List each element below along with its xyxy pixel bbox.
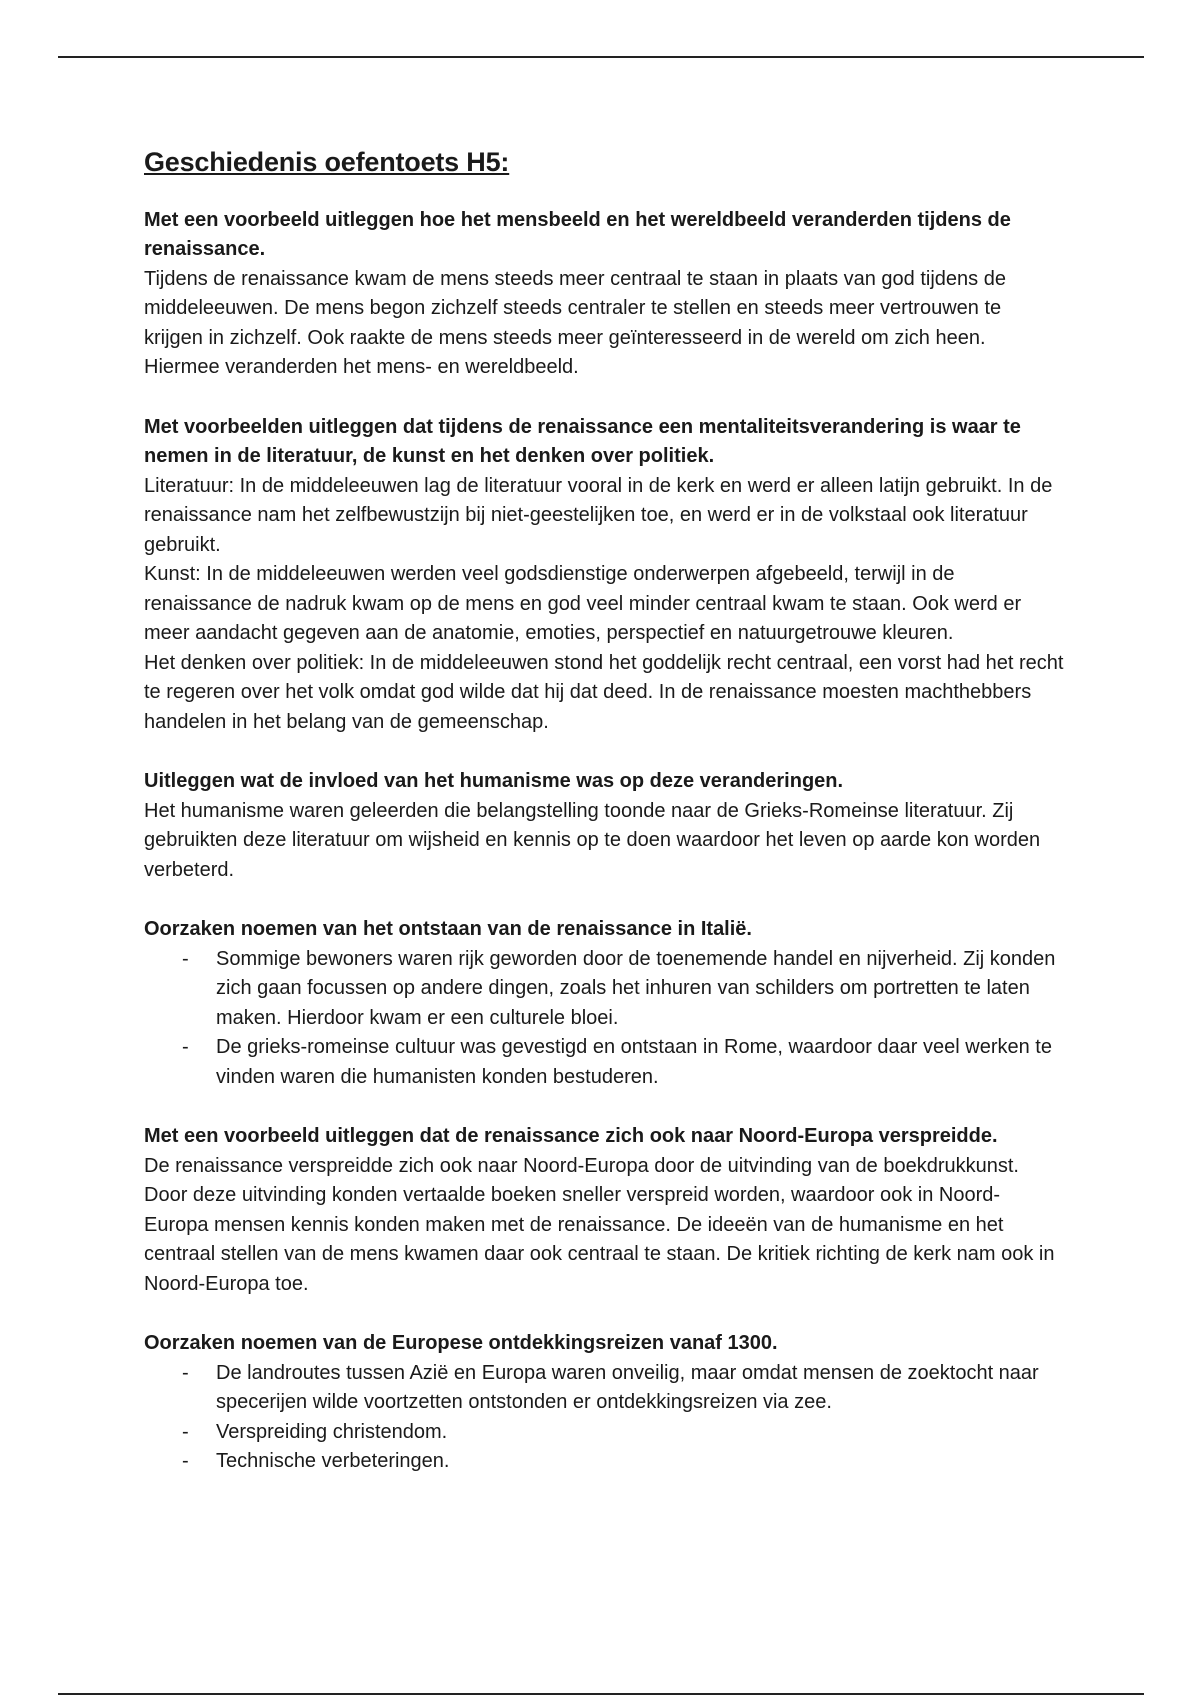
- list-item: [144, 945, 1064, 1034]
- section-answer-politiek: Het denken over politiek: In de middeleeuwen stond het goddelijk recht centraal, een vorst had het recht te regeren over het volk omdat god wilde dat hij dat deed. In de renaissance moesten machthebbers handelen in het belang van de gemeenschap.: [144, 651, 1064, 733]
- dash-bullet-icon: -: [182, 1361, 189, 1384]
- dash-bullet-icon: -: [182, 1420, 189, 1443]
- section-answer: Tijdens de renaissance kwam de mens steeds meer centraal te staan in plaats van god tijdens de middeleeuwen. De mens begon zichzelf steeds centraler te stellen en steeds meer vertrouwen te krijgen in zichzelf. Ook raakte de mens steeds meer geïnteresseerd in de wereld om zich heen. Hiermee veranderden het mens- en wereldbeeld.: [144, 267, 1006, 379]
- dash-bullet-icon: -: [182, 1450, 189, 1473]
- list-item: [144, 1359, 1064, 1418]
- footer-rule: [58, 1693, 1144, 1695]
- dash-bullet-icon: -: [182, 947, 189, 970]
- section-humanisme: [144, 767, 1064, 885]
- section-question: Oorzaken noemen van het ontstaan van de renaissance in Italië.: [144, 918, 752, 941]
- section-answer-kunst: Kunst: In de middeleeuwen werden veel godsdienstige onderwerpen afgebeeld, terwijl in de renaissance de nadruk kwam op de mens en god veel minder centraal kwam te staan. Ook werd er meer aandacht gegeven aan de anatomie, emoties, perspectief en natuurgetrouwe kleuren.: [144, 563, 1022, 645]
- document-body: [144, 146, 1064, 1507]
- bullet-list: [144, 945, 1064, 1093]
- dash-bullet-icon: -: [182, 1036, 189, 1059]
- list-item-text: Technische verbeteringen.: [216, 1450, 450, 1473]
- section-ontdekkingsreizen: [144, 1329, 1064, 1477]
- list-item-text: De grieks-romeinse cultuur was gevestigd en ontstaan in Rome, waardoor daar veel werken te vinden waren die humanisten konden bestuderen.: [216, 1036, 1052, 1088]
- section-question: Met een voorbeeld uitleggen hoe het mensbeeld en het wereldbeeld veranderden tijdens de renaissance.: [144, 208, 1011, 261]
- list-item-text: De landroutes tussen Azië en Europa waren onveilig, maar omdat mensen de zoektocht naar specerijen wilde voortzetten ontstonden er ontdekkingsreizen via zee.: [216, 1361, 1039, 1414]
- bullet-list: [144, 1359, 1064, 1477]
- section-mentaliteit: [144, 413, 1064, 738]
- section-oorzaken-italie: [144, 915, 1064, 1092]
- section-question: Oorzaken noemen van de Europese ontdekkingsreizen vanaf 1300.: [144, 1332, 778, 1355]
- section-mensbeeld: [144, 206, 1064, 383]
- section-question: Met voorbeelden uitleggen dat tijdens de renaissance een mentaliteitsverandering is waar te nemen in de literatuur, de kunst en het denken over politiek.: [144, 415, 1021, 468]
- list-item-text: Verspreiding christendom.: [216, 1420, 448, 1443]
- section-answer-literatuur: Literatuur: In de middeleeuwen lag de literatuur vooral in de kerk en werd er alleen latijn gebruikt. In de renaissance nam het zelfbewustzijn bij niet-geestelijken toe, en werd er in de volkstaal ook literatuur gebruikt.: [144, 474, 1053, 556]
- section-question: Met een voorbeeld uitleggen dat de renaissance zich ook naar Noord-Europa verspreidde.: [144, 1125, 998, 1148]
- list-item-text: Sommige bewoners waren rijk geworden door de toenemende handel en nijverheid. Zij konden zich gaan focussen op andere dingen, zoals het inhuren van schilders om portretten te laten maken. Hierdoor kwam er een culturele bloei.: [216, 947, 1056, 1029]
- list-item: [144, 1447, 1064, 1477]
- section-answer: Het humanisme waren geleerden die belangstelling toonde naar de Grieks-Romeinse literatuur. Zij gebruikten deze literatuur om wijsheid en kennis op te doen waardoor het leven op aarde kon worden verbeterd.: [144, 799, 1041, 881]
- list-item: [144, 1418, 1064, 1448]
- list-item: [144, 1033, 1064, 1092]
- header-rule: [58, 56, 1144, 58]
- section-question: Uitleggen wat de invloed van het humanisme was op deze veranderingen.: [144, 770, 844, 793]
- section-answer: De renaissance verspreidde zich ook naar Noord-Europa door de uitvinding van de boekdrukkunst. Door deze uitvinding konden vertaalde boeken sneller verspreid worden, waardoor ook in Noord-Europa mensen kennis konden maken met de renaissance. De ideeën van de humanisme en het centraal stellen van de mens kwamen daar ook centraal te staan. De kritiek richting de kerk nam ook in Noord-Europa toe.: [144, 1154, 1055, 1295]
- section-noord-europa: [144, 1122, 1064, 1299]
- document-title: Geschiedenis oefentoets H5:: [144, 147, 510, 177]
